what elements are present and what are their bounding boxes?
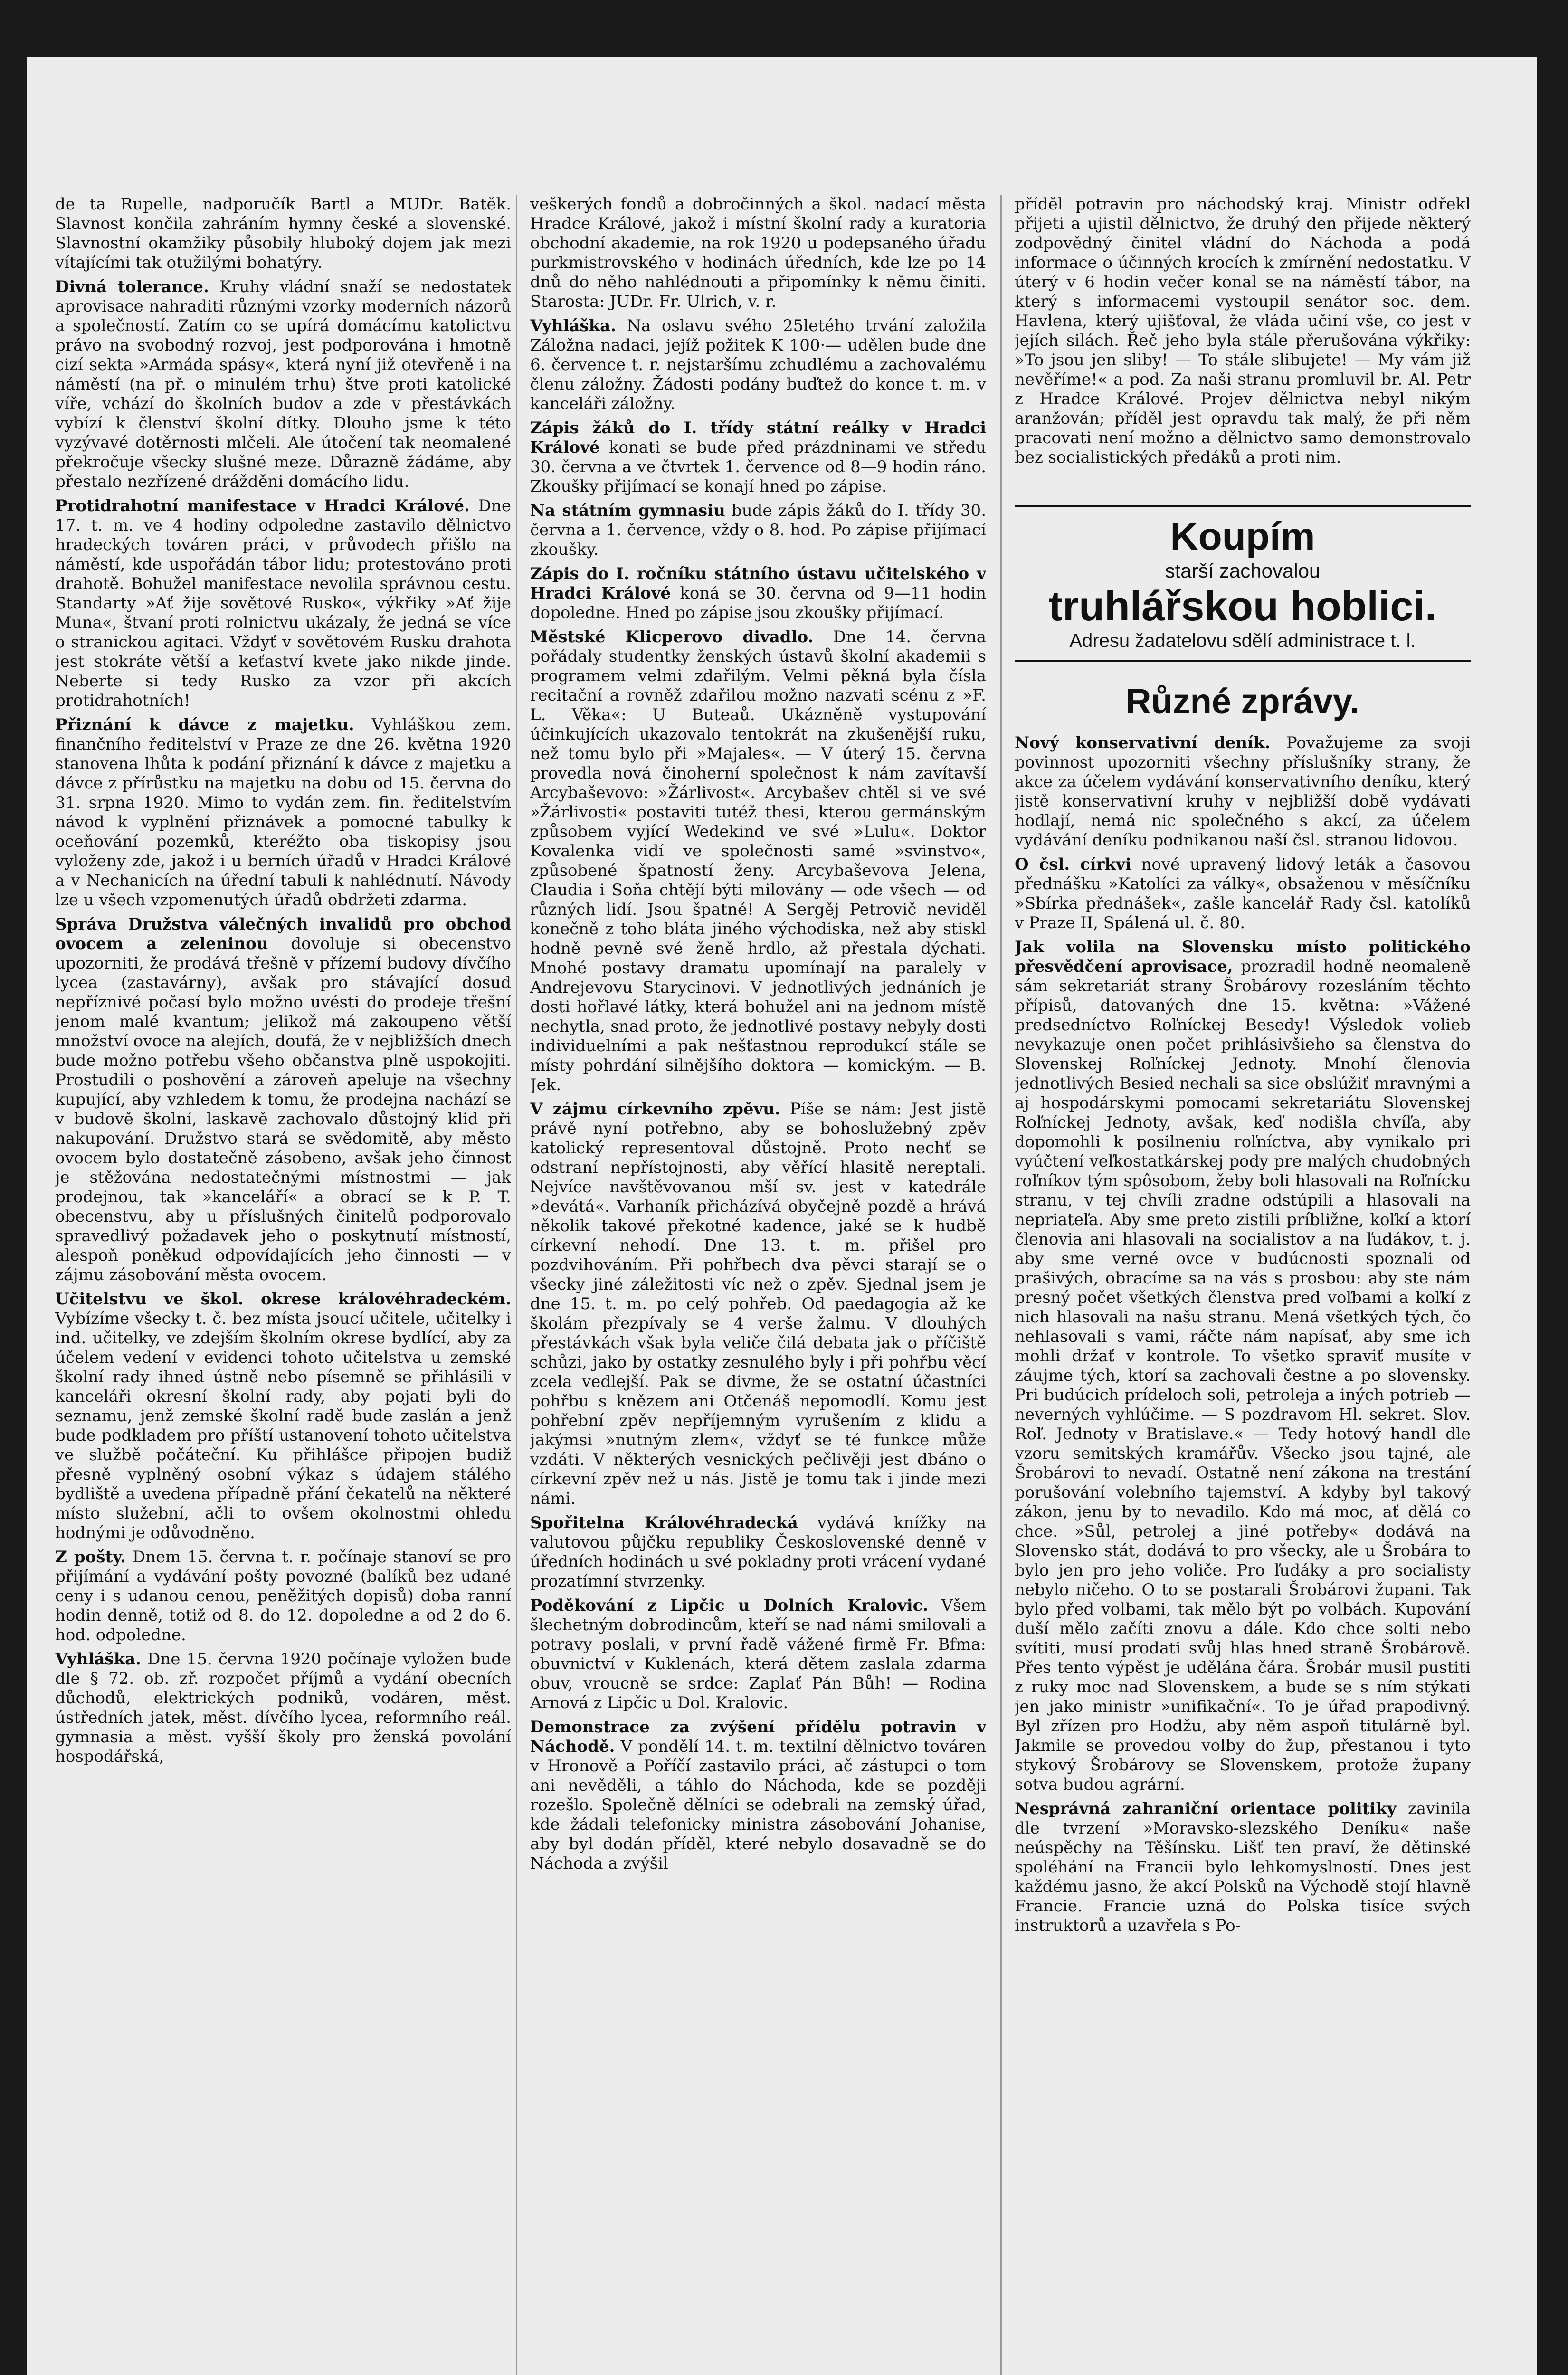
article-body: zavinila dle tvrzení »Moravsko-slezského Deníku« naše neúspěchy na Těšínsku. Lišť ten praví, že dětinské spoléhání na Francii bylo lehkomyslností. Dnes jest každému jasno, že akcí Polsků na Východě stojí hlavně Francie. Francie uzná do Polska tisíce svých instruktorů a uzavřela s Po- [1015, 1799, 1471, 1935]
article-paragraph [530, 316, 986, 414]
article-heading: Městské Klicperovo divadlo. [530, 627, 814, 646]
article-heading: Nový konservativní deník. [1015, 733, 1271, 752]
article-heading: Nesprávná zahraniční orientace politiky [1015, 1799, 1397, 1818]
article-body: Na oslavu svého 25letého trvání založila Záložna nadaci, jejíž požitek K 100·— udělen bude dne 6. července t. r. nejstaršímu zchudlému a zachovalému členu záložny. Žádosti podány buďtež do konce t. m. v kanceláři záložny. [530, 316, 986, 413]
article-body: vydává knížky na valutovou půjčku republiky Československé denně v úředních hodinách u své pokladny proti vrácení vydané prozatímní stvrzenky. [530, 1513, 986, 1591]
article-body: Dne 17. t. m. ve 4 hodiny odpoledne zastavilo dělnictvo hradeckých továren práci, v průvodech přišlo na náměstí, kde uspořádán tábor lidu; protestováno proti drahotě. Bohužel manifestace nevolila správnou cestu. Standarty »Ať žije sovětové Rusko«, výkřiky »Ať žije Muna«, štvaní proti rolnictvu ukázaly, že jedná se více o stranickou agitaci. Vždyť v sovětovém Rusku drahota jest stokráte větší a keťaství kvete jako nikde jinde. Neberte si tedy Rusko za vzor při akcích protidrahotních! [55, 496, 511, 710]
article-body: bude zápis žáků do I. třídy 30. června a 1. července, vždy o 8. hod. Po zápise přijímací zkoušky. [530, 501, 986, 559]
article-body: Dne 15. června 1920 počínaje vyložen bude dle § 72. ob. zř. rozpočet příjmů a vydání obecních důchodů, elektrických podniků, vodáren, měst. ústředních jatek, měst. dívčího lycea, reformního reál. gymnasia a měst. vyšší školy pro ženská povolání hospodářská, [55, 1650, 511, 1766]
article-body: dovoluje si obecenstvo upozorniti, že prodává třešně v přízemí budovy dívčího lycea (zastavárny), avšak pro stávající dosud nepříznivé počasí bylo možno uvésti do prodeje třešní jenom malé kvantum; jelikož má zakoupeno větší množství ovoce na alejích, doufá, že v nejbližších dnech bude možno potřebu všeho občanstva plně uspokojiti. Prostudili o poshovění a zároveň apeluje na všechny kupující, aby vzhledem k tomu, že prodejna nachází se v budově školní, laskavě zachovalo důstojný klid při nakupování. Družstvo stará se svědomitě, aby město ovocem bylo dostatečně zásobeno, avšak jeho činnost je stěžována nedostatečnými místnostmi — jak prodejnou, tak »kanceláří« a obrací se k P. T. obecenstvu, aby u příslušných činitelů podporovalo spravedlivý požadavek jeho o poskytnutí místností, alespoň poněkud odpovídajících jeho činnosti — v zájmu zásobování města ovocem. [55, 934, 511, 1284]
article-heading: Vyhláška. [530, 316, 616, 335]
newspaper-page [27, 57, 1537, 2375]
article-body: veškerých fondů a dobročinných a škol. nadací města Hradce Králové, jakož i místní školní rady a kuratoria obchodní akademie, na rok 1920 u podepsaného úřadu purkmistrovského v hodinách úředních, kde lze po 14 dnů do něho nahlédnouti a připomínky k němu činiti. Starosta: JUDr. Fr. Ulrich, v. r. [530, 195, 986, 311]
article-paragraph [1015, 195, 1471, 467]
article-paragraph [1015, 855, 1471, 933]
article-heading: Divná tolerance. [55, 277, 209, 296]
article-heading: Přiznání k dávce z majetku. [55, 715, 354, 734]
column-divider [1000, 195, 1002, 2375]
article-paragraph [55, 496, 511, 711]
article-body: Vyhláškou zem. finančního ředitelství v Praze ze dne 26. května 1920 stanovena lhůta k podání přiznání k dávce z majetku a dávce z přírůstku na majetku na dobu od 15. června do 31. srpna 1920. Mimo to vydán zem. fin. ředitelstvím návod k vyplnění přiznávek a pomocné tabulky k oceňování pozemků, kteréžto oba tiskopisy jsou vyloženy zde, jakož i u berních úřadů v Hradci Králové a v Nechanicích na úřední tabuli k nahlédnutí. Návody lze u všech vzpomenutých úřadů obdržeti zdarma. [55, 715, 511, 910]
article-paragraph [55, 715, 511, 910]
ad-subtitle: starší zachovalou [1165, 560, 1321, 582]
article-heading: Vyhláška. [55, 1650, 141, 1669]
article-heading: Správa Družstva válečných invalidů pro obchod ovocem a zeleninou [55, 915, 511, 953]
ad-footer: Adresu žadatelovu sdělí administrace t. l. [1069, 630, 1416, 651]
article-paragraph [530, 627, 986, 1095]
article-body: konati se bude před prázdninami ve středu 30. června a ve čtvrtek 1. července od 8—9 hodin ráno. Zkoušky přijímací se konají hned po zápise. [530, 438, 986, 496]
article-body: příděl potravin pro náchodský kraj. Ministr odřekl přijeti a ujistil dělnictvo, že druhý den přijede některý zodpovědný činitel vládní do Náchoda a podá informace o účinných krocích k zmírnění nedostatku. V úterý v 6 hodin večer konal se na náměstí tábor, na který s informacemi vystoupil senátor soc. dem. Havlena, který ujišťoval, že vláda učiní vše, co jest v jejích silách. Řeč jeho byla stále přerušována výkřiky: »To jsou jen sliby! — To stále slibujete! — My vám již nevěříme!« a pod. Za naši stranu promluvil br. Al. Petr z Hradce Králové. Projev dělnictva nebyl nikým aranžován; příděl jest opravdu tak malý, že při něm pracovati není možno a dělnictvo samo demonstrovalo bez socialistických předáků a proti nim. [1015, 195, 1471, 467]
section-heading: Různé zprávy. [1125, 682, 1360, 721]
column-divider [516, 195, 517, 2375]
article-paragraph [55, 1650, 511, 1767]
article-paragraph [530, 418, 986, 496]
article-body: Považujeme za svoji povinnost upozorniti všechny příslušníky strany, že akce za účelem vydávání konservativního deníku, který jistě konservativní kruhy v nejbližší době vydávati hodlají, nemá nic společného s akcí, za účelem vydávání deníku podnikanou naší čsl. stranou lidovou. [1015, 733, 1471, 850]
article-heading: Jak volila na Slovensku místo politického přesvědčení aprovisace, [1015, 938, 1471, 976]
article-paragraph [530, 1718, 986, 1873]
article-heading: Učitelstvu ve škol. okrese královéhradeckém. [55, 1290, 511, 1309]
ad-title: Koupím [1170, 515, 1315, 558]
column-left [55, 195, 511, 2375]
article-body: prozradil hodně neomaleně sám sekretariát strany Šrobárovy rozesláním těchto přípisů, datovaných dne 15. května: »Vážené predsedníctvo Roľníckej Besedy! Výsledok volieb nevykazuje onen počet prihlásivšieho sa členstva do Slovenskej Roľníckej Jednoty. Mnohí členovia jednotlivých Besied nechali sa sice obslúžiť mravnými a aj hospodárskymi pomocami sekretariátu Slovenskej Roľníckej Jednoty, avšak, keď nodišla chvíľa, aby dopomohli k posilneniu roľníctva, aby vynikalo pri vyúčtení veľkostatkárskej pody pre malých chudobných roľníkov tým spôsobom, žeby boli hlasovali na Roľnícku stranu, v tej chvíli zradne odstúpili a hlasovali na nepriateľa. Aby sme preto zistili príbližne, koľkí a ktorí členovia ani hlasovali na socialistov a na ľudákov, t. j. aby sme verné ovce v budúcnosti spoznali od prašivých, obracíme sa na vás s prosbou: aby ste nám presný počet všetkých členstva pred voľbami a koľkí z nich hlasovali na našu stranu. Mená všetkých tých, čo nehlasovali s vami, ráčte nám napísať, aby sme ich mohli držať v kontrole. To všetko spraviť musíte v záujme tých, ktorí sa zachovali čestne a po slovensky. Pri budúcich prídeloch soli, petroleja a iných potrieb — neverných vyhlúčime. — S pozdravom Hl. sekret. Slov. Roľ. Jednoty v Bratislave.« — Tedy hotový handl dle vzoru semitských kramářův. Všecko jsou tajné, ale Šrobárovi to nevadí. Ostatně není zákona na trestání porušování volebního tajemství. A kdyby byl takový zákon, jenu by to nevadilo. Kdo má moc, ať dělá co chce. »Sůl, petrolej a jiné potřeby« dodává na Slovensko stát, dodává to pro všecky, ale u Šrobára to bylo jen pro jeho voliče. Pro ľudáky a pro socialisty nebylo ničeho. O to se postarali Šrobárovi župani. Tak bylo před volbami, tak mělo být po volbách. Kupování duší mělo začíti znovu a dále. Kdo chce solti nebo svítiti, musí prodati svůj hlas hned straně Šrobárově. Přes tento výpěst je udělána čára. Šrobár musil pustiti z ruky moc nad Slovenskem, a bude se s ním stýkati jen jako ministr »unifikační«. To je úřad prapodivný. Byl zřízen pro Hodžu, aby něm aspoň titulárně byl. Jakmile se provedou volby do žup, přestanou i tyto stykový Šrobárovy se Slovenskem, protože župany sotva budou agrární. [1015, 957, 1471, 1794]
classified-ad [1015, 505, 1471, 662]
article-heading: O čsl. církvi [1015, 855, 1131, 874]
article-heading: Demonstrace za zvýšení přídělu potravin v Náchodě. [530, 1718, 986, 1756]
column-right [1015, 195, 1471, 2375]
article-body: Dnem 15. června t. r. počínaje stanoví se pro přijímání a vydávání pošty povozné (balíků bez udané ceny i s udanou cenou, peněžitých dopisů) doba ranní hodin denně, totiž od 8. do 12. dopoledne a od 2 do 6. hod. odpoledne. [55, 1548, 511, 1644]
article-paragraph [530, 1513, 986, 1591]
article-paragraph [1015, 938, 1471, 1795]
article-heading: Na státním gymnasiu [530, 501, 725, 520]
article-body: Všem šlechetným dobrodincům, kteří se nad námi smilovali a potravy poslali, v první řadě vážené firmě Fr. Bfma: obuvnictví v Kuklenách, která dětem zaslala zdarma obuv, vroucně se srdce: Zaplať Pán Bůh! — Rodina Arnová z Lipčic u Dol. Kralovic. [530, 1596, 986, 1712]
article-heading: Poděkování z Lipčic u Dolních Kralovic. [530, 1596, 929, 1615]
article-heading: V zájmu církevního zpěvu. [530, 1100, 780, 1119]
article-body: Kruhy vládní snaží se nedostatek aprovisace nahraditi různými vzorky moderních názorů a společností. Zatím co se upírá domácímu katolictvu právo na svobodný rozvoj, jest podporována i hmotně cizí sekta »Armáda spásy«, která nyní již otevřeně i na náměstí (na př. o minulém trhu) štve proti katolické víře, vchází do školních budov a zde v přestávkách vybízí k členství školní dítky. Dlouho jsme k této vyzývavé dotěrnosti mlčeli. Ale útočení tak neomalené překročuje všecky slušné meze. Důrazně žádáme, aby přestalo nezřízené drážděni domácího lidu. [55, 277, 511, 491]
article-body: V pondělí 14. t. m. textilní dělnictvo továren v Hronově a Poříčí zastavilo práci, ač zástupci o tom ani nevěděli, a táhlo do Náchoda, kde se později rozešlo. Společně dělníci se odebrali na zemský úřad, kde žádali telefonicky ministra zásobování Johanise, aby byl dodán příděl, které nebylo dosavadně se do Náchoda a zvýšil [530, 1737, 986, 1873]
article-paragraph [530, 501, 986, 560]
article-body: Vybízíme všecky t. č. bez místa jsoucí učitele, učitelky i ind. učitelky, ve zdejším školním okrese bydlící, aby za účelem vedení v evidenci tohoto učitelstva u zemské školní rady ihned ústně nebo písemně se přihlásili v kanceláři okresní školní rady, aby pojati byli do seznamu, jenž zemské školní radě bude zaslán a jenž bude podkladem pro příští ustanovení tohoto učitelstva ve službě počáteční. Ku přihlášce připojen budiž přesně vyplněný osobní výkaz s údajem stálého bydliště a uvedena případně přání čekatelů na některé místo služební, ačli to ovšem okolnostmi ohledu hodnými je odůvodněno. [55, 1309, 511, 1542]
article-heading: Spořitelna Královéhradecká [530, 1513, 798, 1532]
article-paragraph [530, 1596, 986, 1713]
article-paragraph [1015, 1799, 1471, 1936]
article-paragraph [55, 277, 511, 492]
article-body: Píše se nám: Jest jistě právě nyní potřebno, aby se bohoslužebný zpěv katolický representoval důstojně. Proto nechť se odstraní nepřístojnosti, aby věřící hlasitě nereptali. Nejvíce navštěvovanou mší sv. jest v katedrále »devátá«. Varhaník přicházívá obyčejně pozdě a hrává několik takové překotné kadence, jaké se k hudbě církevní nehodí. Dne 13. t. m. přišel pro pozdvihováním. Při pohřbech dva pěvci starají se o všecky jiné záležitosti víc než o zpěv. Sjednal jsem je dne 15. t. m. po celý pohřeb. Od paedagogia až ke školám přezpívaly se 4 verše žalmu. V dlouhých přestávkách však byla veliče čilá debata jak o příčiště schůzi, jako by ostatky zesnulého byly i při pohřbu věcí zcela vedlejší. Pak se divme, že se ostatní účastníci pohřbu s knězem ani Otčenáš nepomodlí. Komu jest pohřební zpěv nepříjemným vyrušením z klidu a jakýmsi »nutným zlem«, vždyť se té funkce může vzdáti. V některých vesnických pečlivěji jest dbáno o církevní zpěv než u nás. Jistě je tomu tak i jinde mezi námi. [530, 1100, 986, 1508]
article-paragraph [530, 1100, 986, 1509]
article-paragraph [1015, 733, 1471, 850]
article-body: de ta Rupelle, nadporučík Bartl a MUDr. Batěk. Slavnost končila zahráním hymny české a slovenské. Slavnostní okamžiky působily hluboký dojem jak mezi vítajícími tak otužilými bohatýry. [55, 195, 511, 272]
article-heading: Zápis žáků do I. třídy státní reálky v Hradci Králové [530, 418, 986, 457]
article-body: Dne 14. června pořádaly studentky ženských ústavů školní akademii s programem velmi zdařilým. Velmi pěkná byla čísla recitační a rovněž zdařilou možno nazvati scénu z »F. L. Věka«: U Buteaů. Ukázněně vystupování účinkujících ukazovalo tentokrát na zkušenější ruku, než tomu bylo při »Majales«. — V úterý 15. června provedla nová činoherní společnost k nám zavítavší Arcybaševovo: »Žárlivost«. Arcybašev chtěl si ve své »Žárlivosti« postaviti tutéž thesi, kterou germánským způsobem vyjící Wedekind ve své »Lulu«. Doktor Kovalenka vidí ve společnosti samé »svinstvo«, způsobené špatností ženy. Arcybaševova Jelena, Claudia i Soňa chtějí býti milovány — ode všech — od různých lidí. Jsou špatné! A Sergěj Petrovič neviděl konečně z toho bláta jiného východiska, než aby stiskl hodně pevně své ženě hrdlo, až přestala dýchati. Mnohé postavy dramatu upomínají na paralely v Andrejevovu Starycinovi. V jednotlivých jednáních je dosti hořlavé látky, která bohužel ani na jednom místě nechytla, snad proto, že jednotlivé postavy nebyly dosti individuelními a pak nešťastnou reprodukcí stále se místy pohrdání silnějšího doktora — komickým. — B. Jek. [530, 627, 986, 1094]
article-heading: Z pošty. [55, 1548, 126, 1567]
article-paragraph [55, 1548, 511, 1645]
article-paragraph [530, 195, 986, 312]
article-paragraph [55, 1290, 511, 1543]
article-heading: Protidrahotní manifestace v Hradci Králové. [55, 496, 470, 515]
article-body: nové upravený lidový leták a časovou přednášku »Katolíci za války«, obsaženou v měsíčníku »Sbírka přednášek«, zašle kancelář Rady čsl. katolíků v Praze II, Spálená ul. č. 80. [1015, 855, 1471, 932]
article-paragraph [55, 195, 511, 273]
article-paragraph [55, 915, 511, 1285]
column-middle [530, 195, 986, 2375]
article-paragraph [530, 564, 986, 623]
ad-main-text: truhlářskou hoblici. [1048, 582, 1437, 629]
article-body: koná se 30. června od 9—11 hodin dopoledne. Hned po zápise jsou zkoušky přijímací. [530, 584, 986, 622]
article-heading: Zápis do I. ročníku státního ústavu učitelského v Hradci Králové [530, 564, 986, 603]
